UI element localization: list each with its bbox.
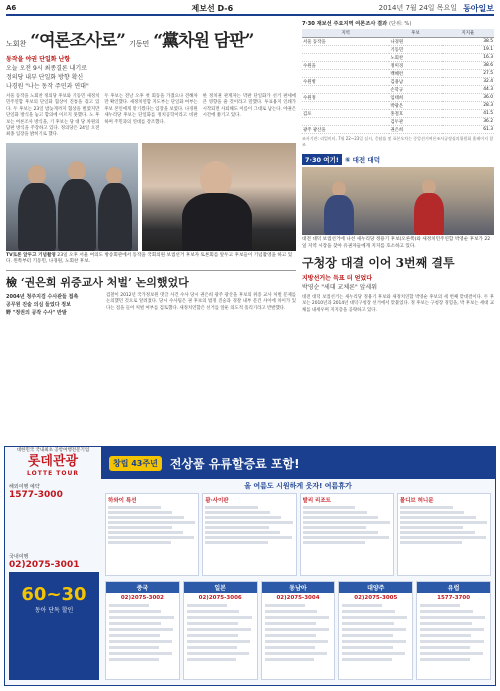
poll-cell: 36.2 [442,118,494,126]
story3-lead: 박영순 "세대 교체론" 앞세워 [302,284,377,291]
poll-cell: 36.0 [442,94,494,102]
series-badge [302,154,380,165]
poll-cell: 28.3 [442,102,494,110]
poll-row [302,62,494,70]
phone-number: 1577-3000 [9,490,63,500]
poll-row [302,54,494,62]
poll-column-header: 지지율 [442,29,494,38]
candidate-photo [142,143,296,251]
region-card[interactable] [338,581,413,680]
phone-domestic [9,553,99,570]
region-card[interactable] [105,581,180,680]
package-title: 발리 리조트 [302,498,331,504]
package-card[interactable] [202,493,296,576]
poll-cell: 서울 동작을 [302,38,389,46]
ad-headline: 전상품 유류할증료 포함! [169,456,300,471]
caption-title: TV토론 앞두고 기념촬영 [6,252,56,258]
newspaper-logo: 동아일보 [463,3,494,13]
poll-cell: 나경원 [389,38,441,46]
poll-cell: 김두관 [389,118,441,126]
candidate-left-name: 노회찬 [6,40,27,48]
region-phone: 1577-3700 [437,595,471,601]
side-promo [9,572,99,680]
story1-subheads [6,55,296,91]
poll-row [302,110,494,118]
poll-cell: 61.3 [442,126,494,134]
left-column [6,20,296,317]
issue-date: 2014년 7월 24일 목요일 [378,4,458,12]
region-row [105,581,491,680]
poll-cell [302,118,389,126]
region-name: 중국 [106,582,179,593]
poll-table-title [302,20,494,27]
brand-name-kr: 롯데관광 [27,454,79,469]
story1-headline [6,20,296,55]
region-name: 일본 [184,582,257,593]
poll-row [302,118,494,126]
poll-cell: 수원을 [302,62,389,70]
ad-tagline: 올 여름도 시원하게 웃자! 여름휴가 [244,482,352,490]
poll-cell: 광주 광산을 [302,126,389,134]
phone-overseas [9,483,99,500]
story2-lead: 공무원 진술 의심 들었다 정보 [6,301,71,308]
phone-label: 해외여행 예약 [9,484,40,490]
right-column [302,20,494,314]
caption-text: 23일 오후 서울 여의도 방송회관에서 동작을 국회의원 보궐선거 후보자 토론회를 앞두고 후보들이 기념촬영을 하고 있다. 왼쪽부터 기동민, 나경원, 노회찬 후보. [6,252,293,265]
region-name: 대양주 [339,582,412,593]
poll-cell: 41.5 [442,110,494,118]
package-card[interactable] [300,493,394,576]
story2 [6,270,296,317]
poll-note: 조사기관: 리얼미터, 7월 22~23일 실시, 응답률 및 표본오차는 중앙선거여론조사공정심의위원회 홈페이지 참조 [302,136,494,147]
candidate-right-quote: “黨차원 담판” [153,31,254,51]
body-paragraph: 서울 동작을 노회찬 정의당 후보와 기동민 새정치민주연합 후보의 단일화 협상이 진통을 겪고 있다. 두 후보는 23일 밤늦게까지 협상을 벌였지만 단일화 방식을 놓고 합의에 이르지 못했다. 노 후보는 여론조사 방식을, 기 후보는 당 대 당 차원의 담판 방식을 주장하고 있다. 정의당은 24일 오전 최종 입장을 밝히기로 했다. [6,94,100,138]
photo-row [6,143,296,251]
poll-cell: 38.6 [442,62,494,70]
story3-lead: 지방선거는 득표 더 얻었다 [302,275,373,282]
poll-cell: 백혜련 [389,70,441,78]
region-name: 유럽 [417,582,490,593]
poll-row [302,46,494,54]
story1-body [6,94,296,139]
poll-cell [302,86,389,94]
poll-cell: 수원병 [302,78,389,86]
package-title: 괌·사이판 [205,498,229,504]
region-phone: 02)2075-3002 [120,595,164,601]
section-title: 제보선 D-6 [191,3,234,13]
candidate-left-quote: “여론조사로” [30,31,125,51]
poll-row [302,102,494,110]
ad-brand [5,447,101,479]
poll-cell: 수원정 [302,94,389,102]
series-label: 7·30 여기! [302,154,342,165]
poll-row [302,86,494,94]
poll-cell: 홍철호 [389,110,441,118]
subhead: 오늘 오전 9시 최종결론 내기로 [6,65,87,72]
package-row [105,483,491,578]
daedeok-photo [302,167,494,235]
package-title: 하와이 특선 [108,498,137,504]
poll-cell: 44.3 [442,86,494,94]
region-phone: 02)2075-3006 [198,595,242,601]
poll-cell: 38.5 [442,38,494,46]
region-phone: 02)2075-3004 [276,595,320,601]
page-header [6,2,494,16]
region-phone: 02)2075-3005 [354,595,398,601]
poll-cell: 김용남 [389,78,441,86]
story3-body: 대전 대덕 보궐선거는 새누리당 정용기 후보와 새정치연합 박영순 후보의 세 번째 맞대결이다. 두 후보는 2010년과 2014년 대덕구청장 선거에서 맞붙었다. 정 후보는 구청장 경험을, 박 후보는 세대 교체를 내세우며 지지층을 공략하고 있다. [302,295,494,313]
poll-cell [302,54,389,62]
promo-text: 동아 단독 할인 [34,607,74,614]
region-card[interactable] [183,581,258,680]
series-place: ⑥ 대전 대덕 [344,156,380,164]
photo-caption [6,253,296,266]
poll-cell [302,70,389,78]
poll-row [302,94,494,102]
poll-cell: 권은희 [389,126,441,134]
poll-cell: 김포 [302,110,389,118]
poll-cell [302,46,389,54]
poll-column-header: 지역 [302,29,389,38]
body-paragraph: 한 정치권 관계자는 막판 단일화가 선거 판세에 큰 영향을 줄 것이라고 말했다. 투표용지 인쇄가 시작되면 사퇴해도 이름이 그대로 남는다. 야권은 시간에 쫓기고 있다. [202,94,296,119]
phone-label: 국내여행 [9,554,29,560]
brand-tagline: 대한민국 국내최초 공항여행전문기업 [16,448,90,453]
subhead: 동작을 야권 단일화 난항 [6,56,71,63]
poll-row [302,38,494,46]
story2-body: 검찰이 2012년 국가정보원 댓글 사건 수사 당시 권은희 광주 광산을 후보의 위증 교사 처벌 문제를 논의했던 것으로 알려졌다. 당시 수사팀은 권 후보의 법정 진술과 경찰 내부 문건 사이에 차이가 있다는 점을 들어 처벌 여부를 검토했다. 새정치연합은 선거를 앞둔 의도적 흘리기라고 반발했다. [106,292,296,311]
candidates-photo [6,143,138,251]
anniversary-badge: 창립 43주년 [109,456,162,471]
poll-cell: 32.4 [442,78,494,86]
story3-headline: 구청장 대결 이어 3번째 결투 [302,256,455,270]
region-card[interactable] [416,581,491,680]
region-name: 동남아 [262,582,335,593]
poll-row [302,78,494,86]
poll-cell: 임태희 [389,94,441,102]
candidate-right-name: 기동민 [128,40,150,48]
subhead: 정의당 내부 단일화 방향 확신 [6,74,84,81]
poll-cell: 27.5 [442,70,494,78]
poll-cell: 박광온 [389,102,441,110]
region-card[interactable] [261,581,336,680]
poll-title-text: 7·30 재보선 주요지역 여론조사 결과 [302,21,388,27]
promo-figure: 60~30 [21,584,87,605]
poll-column-header: 후보 [389,29,441,38]
story2-headline: 檢 ‘권은희 위증교사 처벌’ 논의했었다 [6,275,189,289]
package-card[interactable] [397,493,491,576]
poll-row [302,126,494,134]
package-title: 몰디브 허니문 [399,498,434,504]
lotte-tour-ad[interactable] [4,446,496,686]
poll-cell: 16.3 [442,54,494,62]
brand-name-en: LOTTE TOUR [27,470,79,477]
story2-lead: 野 "정권의 공작 수사" 반발 [6,309,67,316]
page-number: A6 [6,4,17,12]
poll-unit: (단위: %) [388,21,412,27]
poll-row [302,70,494,78]
package-card[interactable] [105,493,199,576]
poll-cell: 기동민 [389,46,441,54]
story3 [302,254,494,314]
poll-cell [302,102,389,110]
story2-lead: 2004년 청주지검 수사관들 접촉 [6,293,79,300]
poll-cell: 노회찬 [389,54,441,62]
ad-banner [101,447,495,479]
poll-table [302,29,494,134]
body-paragraph: 두 후보는 전날 오후 첫 회동을 가졌으나 견해차만 확인했다. 새정치연합 지도부는 단일화 여부는 후보 본인에게 맡기겠다는 입장을 보였다. 나경원 새누리당 후보는 단일화를 정치공학이라고 비판하며 주민과의 연대를 강조했다. [104,94,198,125]
phone-number: 02)2075-3001 [9,560,80,570]
poll-cell: 19.1 [442,46,494,54]
poll-cell: 손학규 [389,86,441,94]
subhead: 나경원 "나는 동작 주민과 연대" [6,83,89,90]
poll-cell: 정미경 [389,62,441,70]
photo2-caption: 대전 대덕 보궐선거에 나선 새누리당 정용기 후보(오른쪽)와 새정치민주연합 박영순 후보가 22일 지역 시장을 찾아 유권자들에게 지지를 호소하고 있다. [302,237,491,249]
